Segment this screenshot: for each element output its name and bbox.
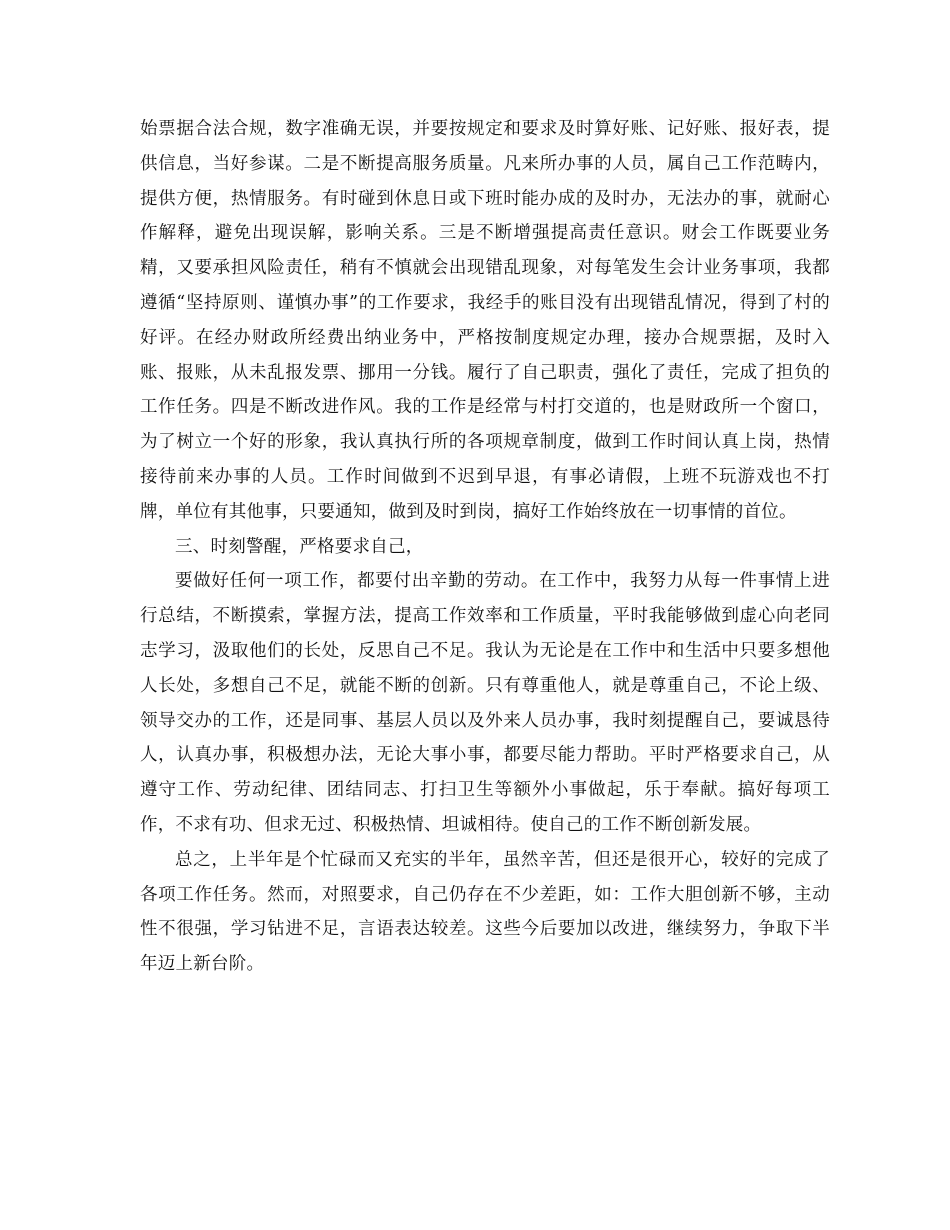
document-body [140, 112, 830, 982]
section-heading: 三、时刻警醒，严格要求自己， [175, 536, 424, 557]
paragraph-continued: 始票据合法合规，数字准确无误，并要按规定和要求及时算好账、记好账、报好表，提供信息，当好参谋。二是不断提高服务质量。凡来所办事的人员，属自己工作范畴内，提供方便，热情服务。有时碰到休息日或下班时能办成的及时办，无法办的事，就耐心作解释，避免出现误解，影响关系。三是不断增强提高责任意识。财会工作既要业务精，又要承担风险责任，稍有不慎就会出现错乱现象，对每笔发生会计业务事项，我都遵循“坚持原则、谨慎办事”的工作要求，我经手的账目没有出现错乱情况，得到了村的好评。在经办财政所经费出纳业务中，严格按制度规定办理，接办合规票据，及时入账、报账，从未乱报发票、挪用一分钱。履行了自己职责，强化了责任，完成了担负的工作任务。四是不断改进作风。我的工作是经常与村打交道的，也是财政所一个窗口，为了树立一个好的形象，我认真执行所的各项规章制度，做到工作时间认真上岗，热情接待前来办事的人员。工作时间做到不迟到早退，有事必请假，上班不玩游戏也不打牌，单位有其他事，只要通知，做到及时到岗，搞好工作始终放在一切事情的首位。 [140, 119, 830, 522]
paragraph: 要做好任何一项工作，都要付出辛勤的劳动。在工作中，我努力从每一件事情上进行总结，不断摸索，掌握方法，提高工作效率和工作质量，平时我能够做到虚心向老同志学习，汲取他们的长处，反思自己不足。我认为无论是在工作中和生活中只要多想他人长处，多想自己不足，就能不断的创新。只有尊重他人，就是尊重自己，不论上级、领导交办的工作，还是同事、基层人员以及外来人员办事，我时刻提醒自己，要诚恳待人，认真办事，积极想办法，无论大事小事，都要尽能力帮助。平时严格要求自己，从遵守工作、劳动纪律、团结同志、打扫卫生等额外小事做起，乐于奉献。搞好每项工作，不求有功、但求无过、积极热情、坦诚相待。使自己的工作不断创新发展。 [140, 571, 830, 835]
paragraph-conclusion: 总之，上半年是个忙碌而又充实的半年，虽然辛苦，但还是很开心，较好的完成了各项工作任务。然而，对照要求，自己仍存在不少差距，如：工作大胆创新不够，主动性不很强，学习钻进不足，言语表达较差。这些今后要加以改进，继续努力，争取下半年迈上新台阶。 [140, 849, 830, 975]
